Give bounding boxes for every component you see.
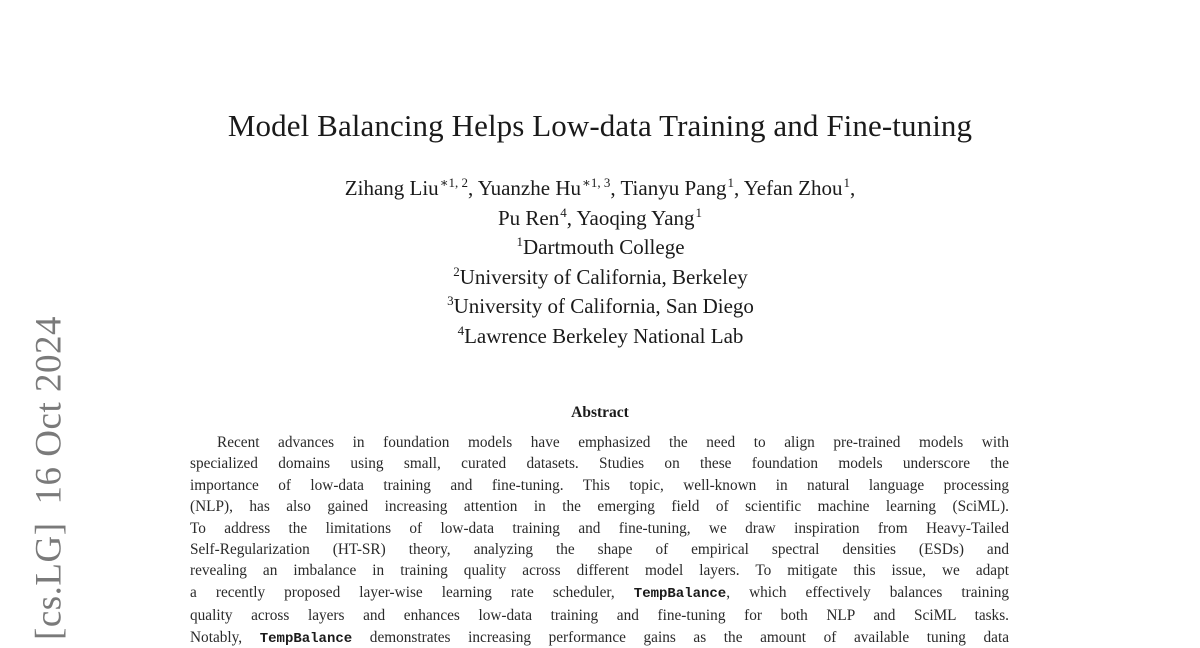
- method-name: TempBalance: [259, 630, 353, 647]
- paper-title: Model Balancing Helps Low-data Training and Fine-tuning: [227, 108, 973, 143]
- abstract-line: quality across layers and enhances low-data training and fine-tuning for both NLP and SciML tasks.: [190, 607, 1009, 625]
- affil-mark: 3: [447, 293, 454, 308]
- affil-mark: 2: [453, 263, 460, 279]
- abstract-text: , which effectively balances training: [726, 583, 1010, 601]
- affiliation: [0, 293, 1200, 323]
- author-name: Yuanzhe Hu: [477, 176, 581, 200]
- author-block: [0, 175, 1200, 352]
- abstract-line: importance of low-data training and fine-tuning. This topic, well-known in natural language processing: [190, 476, 1009, 494]
- author-affil-mark: 1: [727, 175, 734, 190]
- abstract-body: [190, 432, 1009, 648]
- abstract-line: [190, 627, 1009, 648]
- author-line-2: [0, 205, 1200, 235]
- arxiv-category: [cs.LG]: [28, 522, 70, 640]
- affiliation: [0, 264, 1200, 294]
- affiliation: [0, 323, 1200, 353]
- abstract-line: [190, 582, 1009, 605]
- affil-name: University of California, Berkeley: [459, 264, 748, 289]
- abstract-line: Self-Regularization (HT-SR) theory, analyzing the shape of empirical spectral densities (ESDs) and: [190, 541, 1009, 559]
- author-affil-mark: ∗1, 3: [581, 175, 611, 190]
- author-name: Tianyu Pang: [620, 176, 727, 200]
- abstract-line: revealing an imbalance in training quality across different model layers. To mitigate this issue, we adapt: [190, 562, 1009, 580]
- author-affil-mark: 4: [560, 204, 567, 220]
- author-affil-mark: ∗1, 2: [439, 175, 469, 190]
- affil-mark: 4: [457, 322, 465, 338]
- author-name: Yefan Zhou: [743, 176, 843, 200]
- affiliation: [0, 234, 1200, 264]
- author-affil-mark: 1: [695, 204, 703, 220]
- affil-name: Lawrence Berkeley National Lab: [464, 323, 744, 348]
- affil-name: University of California, San Diego: [453, 294, 754, 318]
- author-sep: ,: [468, 176, 478, 200]
- abstract-text: Notably,: [190, 628, 243, 646]
- author-line-1: [0, 175, 1200, 205]
- author-name: Zihang Liu: [344, 176, 439, 200]
- method-name: TempBalance: [633, 585, 727, 602]
- arxiv-stamp: [28, 316, 71, 640]
- abstract-heading: Abstract: [571, 404, 629, 421]
- author-sep: ,: [610, 176, 621, 200]
- abstract-text: a recently proposed layer-wise learning rate scheduler,: [190, 583, 615, 601]
- author-sep: ,: [566, 205, 577, 230]
- author-name: Yaoqing Yang: [576, 205, 695, 230]
- abstract-line: specialized domains using small, curated datasets. Studies on these foundation models underscore the: [190, 455, 1009, 473]
- abstract-line: (NLP), has also gained increasing attention in the emerging field of scientific machine learning (SciML).: [190, 498, 1009, 516]
- abstract-text: demonstrates increasing performance gains as the amount of available tuning data: [369, 628, 1009, 646]
- author-name: Pu Ren: [497, 205, 560, 230]
- abstract-line: To address the limitations of low-data training and fine-tuning, we draw inspiration from Heavy-Tailed: [190, 519, 1009, 537]
- author-sep: ,: [849, 176, 856, 200]
- arxiv-date: 16 Oct 2024: [28, 316, 70, 505]
- affil-mark: 1: [516, 234, 523, 249]
- affil-name: Dartmouth College: [522, 235, 685, 259]
- author-sep: ,: [733, 176, 744, 200]
- author-affil-mark: 1: [843, 175, 850, 190]
- abstract-line: Recent advances in foundation models have emphasized the need to align pre-trained models with: [217, 434, 1009, 451]
